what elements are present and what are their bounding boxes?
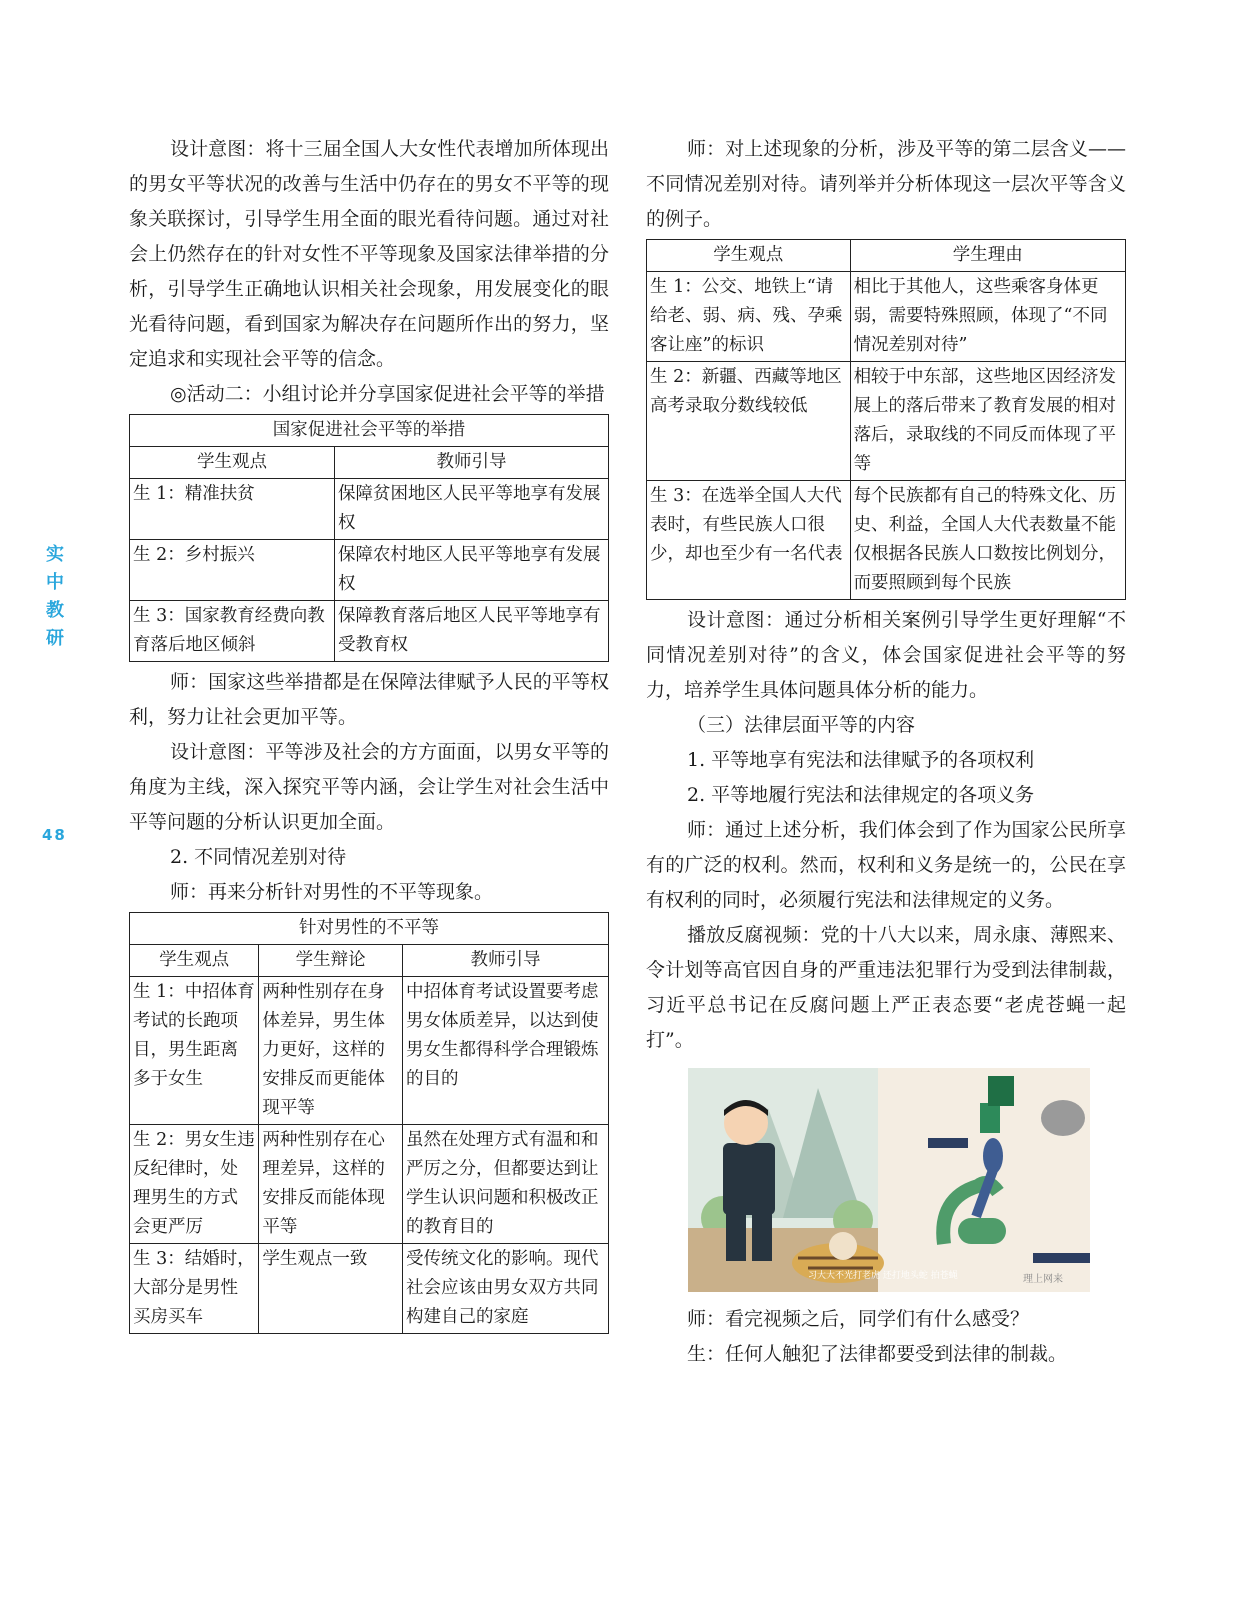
- teacher-remark: 师：国家这些举措都是在保障法律赋予人民的平等权利，努力让社会更加平等。: [129, 671, 609, 728]
- cartoon-illustration: [688, 1068, 1090, 1292]
- student-answer: 生：任何人触犯了法律都要受到法律的制裁。: [687, 1343, 1068, 1365]
- section-heading: （三）法律层面平等的内容: [687, 714, 916, 736]
- table-cell: 保障农村地区人民平等地享有发展权: [335, 540, 609, 601]
- table-row: [130, 977, 609, 1125]
- teacher-remark: 师：对上述现象的分析，涉及平等的第二层含义——不同情况差别对待。请列举并分析体现这一层次平等含义的例子。: [646, 138, 1126, 230]
- table-header: 学生理由: [850, 240, 1125, 272]
- activity-heading: ◎活动二：小组讨论并分享国家促进社会平等的举措: [170, 383, 605, 405]
- table-cell: 生 3：结婚时，大部分是男性买房买车: [130, 1244, 259, 1334]
- table-row: [130, 540, 609, 601]
- table-cell: 保障贫困地区人民平等地享有发展权: [335, 479, 609, 540]
- page-number: 48: [42, 826, 67, 844]
- sidebar-char: 实: [46, 544, 64, 565]
- teacher-question: 师：看完视频之后，同学们有什么感受？: [687, 1308, 1030, 1330]
- table-cell: 相比于其他人，这些乘客身体更弱，需要特殊照顾，体现了“不同情况差别对待”: [850, 272, 1125, 362]
- table-cell: 生 2：乡村振兴: [130, 540, 335, 601]
- teacher-remark: 师：通过上述分析，我们体会到了作为国家公民所享有的广泛的权利。然而，权利和义务是统一的，公民在享有权利的同时，必须履行宪法和法律规定的义务。: [646, 819, 1126, 911]
- right-column: [646, 132, 1126, 1372]
- table-cell: 每个民族都有自己的特殊文化、历史、利益，全国人大代表数量不能仅根据各民族人口数按比例划分，而要照顾到每个民族: [850, 481, 1125, 600]
- sidebar-char: 研: [46, 628, 64, 649]
- table-row: [130, 479, 609, 540]
- table-cell: 两种性别存在心理差异，这样的安排反而能体现平等: [259, 1125, 403, 1244]
- table-row: [647, 272, 1126, 362]
- table-cell: 生 2：男女生违反纪律时，处理男生的方式会更严厉: [130, 1125, 259, 1244]
- table-row: [647, 362, 1126, 481]
- section-subheading: 2. 不同情况差别对待: [170, 846, 347, 868]
- video-description: 播放反腐视频：党的十八大以来，周永康、薄熙来、令计划等高官因自身的严重违法犯罪行为受到法律制裁，习近平总书记在反腐问题上严正表态要“老虎苍蝇一起打”。: [646, 924, 1126, 1051]
- anti-corruption-cartoon-image: [688, 1068, 1090, 1292]
- table-cell: 保障教育落后地区人民平等地享有受教育权: [335, 601, 609, 662]
- image-watermark: 理上网来: [1023, 1274, 1063, 1285]
- sidebar-label: [44, 541, 66, 653]
- table-cell: 生 1：精准扶贫: [130, 479, 335, 540]
- list-item: 2. 平等地履行宪法和法律规定的各项义务: [687, 784, 1035, 806]
- table-header: 学生辩论: [259, 945, 403, 977]
- image-caption: 习大大不光打老虎 还打地头蛇 拍苍蝇: [808, 1271, 958, 1281]
- table-cell: 生 2：新疆、西藏等地区高考录取分数线较低: [647, 362, 851, 481]
- table-cell: 学生观点一致: [259, 1244, 403, 1334]
- table-row: [130, 1125, 609, 1244]
- table-header: 教师引导: [335, 447, 609, 479]
- design-intent-paragraph: 设计意图：平等涉及社会的方方面面，以男女平等的角度为主线，深入探究平等内涵，会让学生对社会生活中平等问题的分析认识更加全面。: [129, 741, 609, 833]
- list-item: 1. 平等地享有宪法和法律赋予的各项权利: [687, 749, 1035, 771]
- table-cell: 生 3：在选举全国人大代表时，有些民族人口很少，却也至少有一名代表: [647, 481, 851, 600]
- table-differential-treatment: [646, 239, 1126, 600]
- design-intent-paragraph: 设计意图：通过分析相关案例引导学生更好理解“不同情况差别对待”的含义，体会国家促进社会平等的努力，培养学生具体问题具体分析的能力。: [646, 609, 1126, 701]
- table-cell: 生 1：中招体育考试的长跑项目，男生距离多于女生: [130, 977, 259, 1125]
- table-cell: 两种性别存在身体差异，男生体力更好，这样的安排反而更能体现平等: [259, 977, 403, 1125]
- table-header: 教师引导: [403, 945, 609, 977]
- table-header: 学生观点: [130, 945, 259, 977]
- table-row: [130, 601, 609, 662]
- table-header: 学生观点: [647, 240, 851, 272]
- teacher-remark: 师：再来分析针对男性的不平等现象。: [170, 881, 494, 903]
- sidebar-char: 中: [46, 572, 64, 593]
- table-cell: 虽然在处理方式有温和和严厉之分，但都要达到让学生认识问题和积极改正的教育目的: [403, 1125, 609, 1244]
- table-cell: 相较于中东部，这些地区因经济发展上的落后带来了教育发展的相对落后，录取线的不同反而体现了平等: [850, 362, 1125, 481]
- table-row: [647, 481, 1126, 600]
- table-cell: 生 1：公交、地铁上“请给老、弱、病、残、孕乘客让座”的标识: [647, 272, 851, 362]
- design-intent-paragraph: 设计意图：将十三届全国人大女性代表增加所体现出的男女平等状况的改善与生活中仍存在的男女不平等的现象关联探讨，引导学生用全面的眼光看待问题。通过对社会上仍然存在的针对女性不平等现象及国家法律举措的分析，引导学生正确地认识相关社会现象，用发展变化的眼光看待问题，看到国家为解决存在问题所作出的努力，坚定追求和实现社会平等的信念。: [129, 138, 609, 370]
- table-cell: 受传统文化的影响。现代社会应该由男女双方共同构建自己的家庭: [403, 1244, 609, 1334]
- table-cell: 生 3：国家教育经费向教育落后地区倾斜: [130, 601, 335, 662]
- table-social-equality-measures: [129, 414, 609, 662]
- sidebar-char: 教: [46, 600, 64, 621]
- table-caption: 针对男性的不平等: [130, 913, 609, 945]
- table-row: [130, 1244, 609, 1334]
- table-male-inequality: [129, 912, 609, 1334]
- left-column: [129, 132, 609, 1337]
- table-header: 学生观点: [130, 447, 335, 479]
- table-cell: 中招体育考试设置要考虑男女体质差异，以达到使男女生都得科学合理锻炼的目的: [403, 977, 609, 1125]
- table-caption: 国家促进社会平等的举措: [130, 415, 609, 447]
